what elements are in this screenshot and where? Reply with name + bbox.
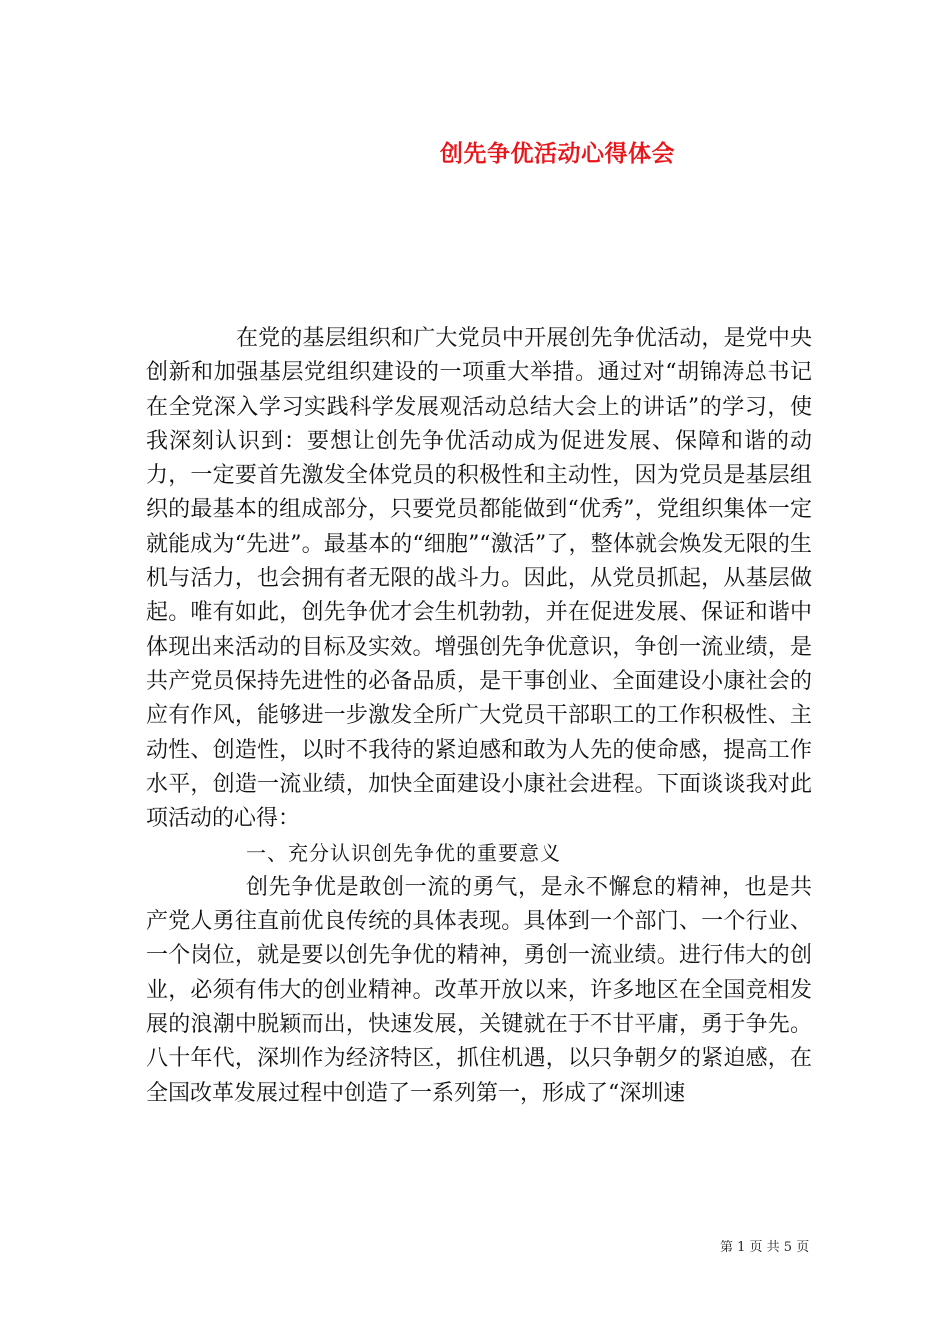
body-paragraph-section-1: 创先争优是敢创一流的勇气，是永不懈怠的精神，也是共产党人勇往直前优良传统的具体表现。具体到一个部门、一个行业、一个岗位，就是要以创先争优的精神，勇创一流业绩。进行伟大的创业，必须有伟大的创业精神。改革开放以来，许多地区在全国竞相发展的浪潮中脱颖而出，快速发展，关键就在于不甘平庸，勇于争先。八十年代，深圳作为经济特区，抓住机遇，以只争朝夕的紧迫感，在全国改革发展过程中创造了一系列第一，形成了“深圳速 xyxy=(146,874,812,1106)
section-heading-1: 一、充分认识创先争优的重要意义 xyxy=(246,841,561,866)
body-paragraph-intro: 在党的基层组织和广大党员中开展创先争优活动，是党中央创新和加强基层党组织建设的一项重大举措。通过对“胡锦涛总书记在全党深入学习实践科学发展观活动总结大会上的讲话”的学习，使我深刻认识到：要想让创先争优活动成为促进发展、保障和谐的动力，一定要首先激发全体党员的积极性和主动性，因为党员是基层组织的最基本的组成部分，只要党员都能做到“优秀”，党组织集体一定就能成为“先进”。最基本的“细胞”“激活”了，整体就会焕发无限的生机与活力，也会拥有者无限的战斗力。因此，从党员抓起，从基层做起。唯有如此，创先争优才会生机勃勃，并在促进发展、保证和谐中体现出来活动的目标及实效。增强创先争优意识，争创一流业绩，是共产党员保持先进性的必备品质，是干事创业、全面建设小康社会的应有作风，能够进一步激发全所广大党员干部职工的工作积极性、主动性、创造性，以时不我待的紧迫感和敢为人先的使命感，提高工作水平，创造一流业绩，加快全面建设小康社会进程。下面谈谈我对此项活动的心得： xyxy=(146,326,812,832)
page-number-footer: 第 1 页 共 5 页 xyxy=(720,1240,810,1255)
document-title: 创先争优活动心得体会 xyxy=(440,140,675,167)
document-body xyxy=(146,322,812,1111)
